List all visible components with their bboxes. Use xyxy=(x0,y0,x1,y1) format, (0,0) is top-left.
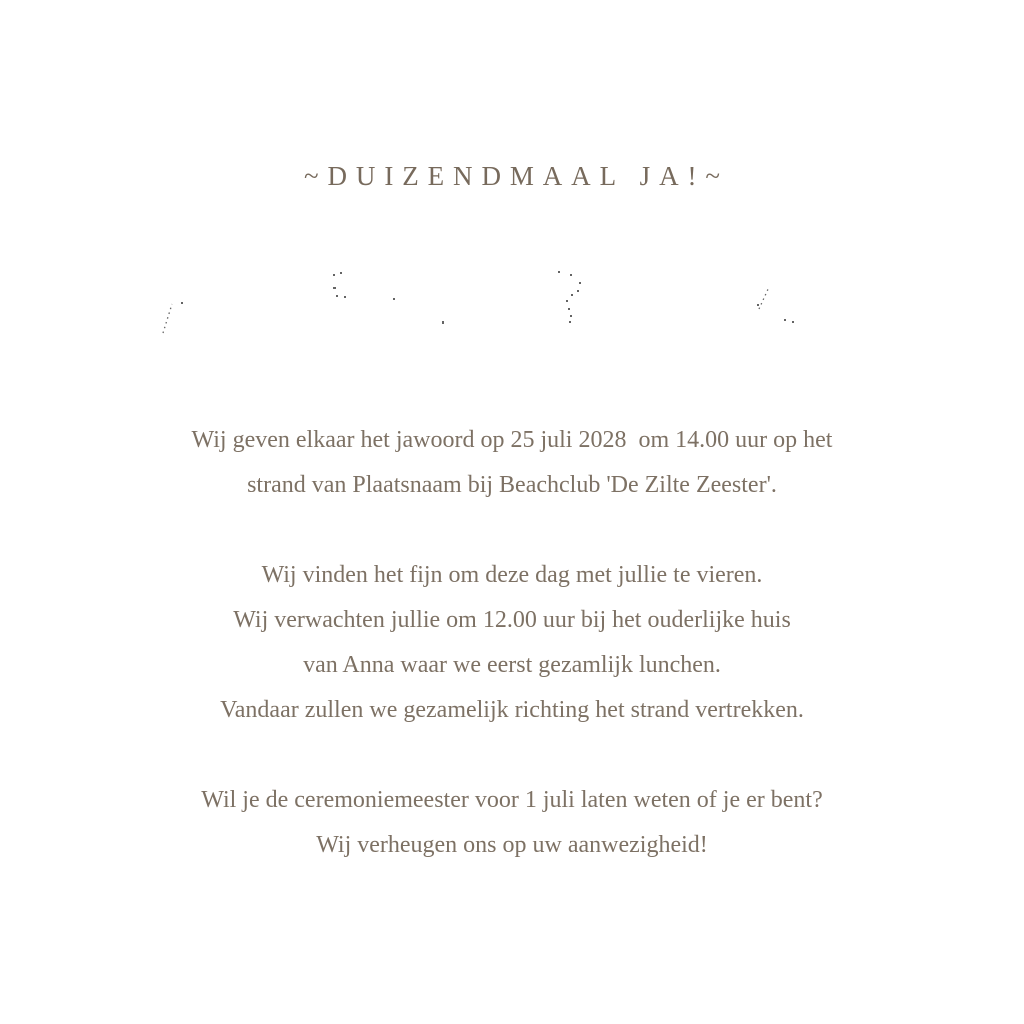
paragraph-ceremony-details xyxy=(0,418,1024,508)
invitation-body xyxy=(0,418,1024,868)
paragraph-rsvp xyxy=(0,778,1024,868)
invitation-line: Wij vinden het fijn om deze dag met jullie te vieren. xyxy=(261,562,763,588)
paragraph-day-program xyxy=(0,553,1024,733)
invitation-line: van Anna waar we eerst gezamlijk lunchen. xyxy=(303,652,721,678)
invitation-line: Wij verheugen ons op uw aanwezigheid! xyxy=(316,832,708,858)
invitation-line: Wij geven elkaar het jawoord op 25 juli 2028 om 14.00 uur op het xyxy=(191,427,833,453)
invitation-line: Wij verwachten jullie om 12.00 uur bij het ouderlijke huis xyxy=(233,607,791,633)
invitation-line: Wil je de ceremoniemeester voor 1 juli laten weten of je er bent? xyxy=(201,787,823,813)
invitation-line: Vandaar zullen we gezamelijk richting het strand vertrekken. xyxy=(220,697,804,723)
invitation-line: strand van Plaatsnaam bij Beachclub 'De Zilte Zeester'. xyxy=(247,472,777,498)
invitation-title-text: ~DUIZENDMAAL JA!~ xyxy=(304,161,729,191)
